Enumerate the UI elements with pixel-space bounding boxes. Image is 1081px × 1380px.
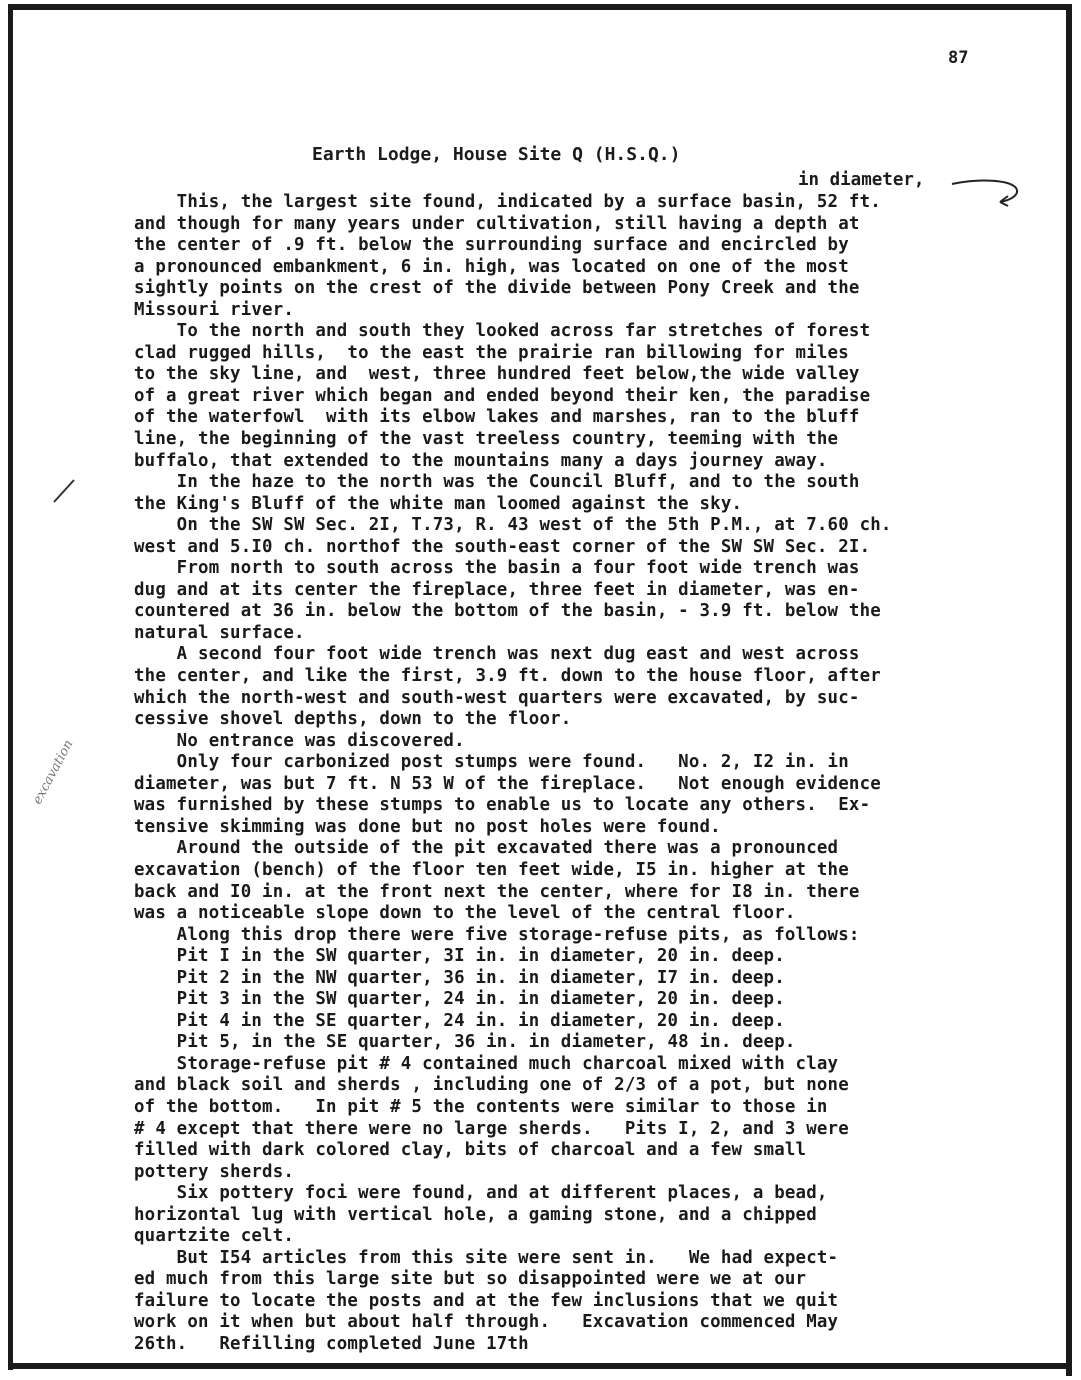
page-border-left	[8, 4, 13, 1370]
page-number: 87	[948, 48, 969, 68]
text-line: west and 5.I0 ch. northof the south-east corner of the SW SW Sec. 2I.	[134, 536, 871, 557]
text-line: excavation (bench) of the floor ten feet wide, I5 in. higher at the	[134, 859, 849, 880]
margin-note: excavation	[30, 737, 77, 808]
text-line: From north to south across the basin a four foot wide trench was	[134, 558, 860, 579]
text-line: the King's Bluff of the white man loomed against the sky.	[134, 493, 743, 514]
text-line: Pit 2 in the NW quarter, 36 in. in diameter, I7 in. deep.	[134, 967, 785, 988]
text-line: Pit 3 in the SW quarter, 24 in. in diameter, 20 in. deep.	[134, 989, 785, 1010]
text-line: pottery sherds.	[134, 1161, 295, 1182]
text-line: # 4 except that there were no large sherds. Pits I, 2, and 3 were	[134, 1118, 849, 1139]
text-line: clad rugged hills, to the east the prairie ran billowing for miles	[134, 342, 849, 363]
handwritten-insertion: in diameter,	[798, 170, 925, 190]
text-line: 26th. Refilling completed June 17th	[134, 1333, 529, 1354]
text-line: to the sky line, and west, three hundred feet below,the wide valley	[134, 364, 860, 385]
text-line: A second four foot wide trench was next dug east and west across	[134, 644, 860, 665]
text-line: which the north-west and south-west quarters were excavated, by suc-	[134, 687, 860, 708]
text-line: But I54 articles from this site were sent in. We had expect-	[134, 1247, 839, 1268]
text-line: sightly points on the crest of the divide between Pony Creek and the	[134, 278, 860, 299]
text-line: horizontal lug with vertical hole, a gaming stone, and a chipped	[134, 1204, 817, 1225]
text-line: Storage-refuse pit # 4 contained much charcoal mixed with clay	[134, 1053, 839, 1074]
text-line: quartzite celt.	[134, 1226, 295, 1247]
text-line: Only four carbonized post stumps were found. No. 2, I2 in. in	[134, 752, 849, 773]
text-line: of a great river which began and ended beyond their ken, the paradise	[134, 385, 871, 406]
text-line: work on it when but about half through. Excavation commenced May	[134, 1312, 839, 1333]
text-line: countered at 36 in. below the bottom of the basin, - 3.9 ft. below the	[134, 601, 881, 622]
margin-tick-icon	[50, 476, 80, 506]
text-line: No entrance was discovered.	[134, 730, 465, 751]
text-line: the center of .9 ft. below the surrounding surface and encircled by	[134, 235, 849, 256]
text-line: a pronounced embankment, 6 in. high, was located on one of the most	[134, 256, 849, 277]
text-line: Along this drop there were five storage-refuse pits, as follows:	[134, 924, 860, 945]
page-border-right	[1066, 4, 1072, 1376]
page-border-top	[8, 4, 1070, 10]
text-line: was a noticeable slope down to the level of the central floor.	[134, 903, 796, 924]
text-line: of the bottom. In pit # 5 the contents were similar to those in	[134, 1096, 828, 1117]
text-line: cessive shovel depths, down to the floor.	[134, 709, 572, 730]
text-line: Pit I in the SW quarter, 3I in. in diameter, 20 in. deep.	[134, 946, 785, 967]
text-line: This, the largest site found, indicated by a surface basin, 52 ft.	[134, 192, 881, 212]
text-line: was furnished by these stumps to enable us to locate any others. Ex-	[134, 795, 871, 816]
text-line: Pit 5, in the SE quarter, 36 in. in diameter, 48 in. deep.	[134, 1032, 796, 1053]
text-line: On the SW SW Sec. 2I, T.73, R. 43 west of the 5th P.M., at 7.60 ch.	[134, 515, 892, 536]
text-line: diameter, was but 7 ft. N 53 W of the fireplace. Not enough evidence	[134, 773, 881, 794]
text-line: Six pottery foci were found, and at different places, a bead,	[134, 1183, 828, 1204]
document-title: Earth Lodge, House Site Q (H.S.Q.)	[312, 144, 681, 165]
text-line: failure to locate the posts and at the few inclusions that we quit	[134, 1290, 839, 1311]
text-line: tensive skimming was done but no post holes were found.	[134, 816, 721, 837]
text-line: Missouri river.	[134, 299, 295, 320]
document-body	[134, 192, 1034, 1356]
page-border-bottom	[8, 1363, 1072, 1369]
text-line: Around the outside of the pit excavated there was a pronounced	[134, 838, 839, 859]
text-line: buffalo, that extended to the mountains many a days journey away.	[134, 450, 828, 471]
text-line: To the north and south they looked across far stretches of forest	[134, 321, 871, 342]
text-line: and black soil and sherds , including one of 2/3 of a pot, but none	[134, 1075, 849, 1096]
text-line: In the haze to the north was the Council Bluff, and to the south	[134, 472, 860, 493]
text-line: back and I0 in. at the front next the center, where for I8 in. there	[134, 881, 860, 902]
text-line: and though for many years under cultivation, still having a depth at	[134, 213, 860, 234]
text-line: dug and at its center the fireplace, three feet in diameter, was en-	[134, 579, 860, 600]
text-line: Pit 4 in the SE quarter, 24 in. in diameter, 20 in. deep.	[134, 1010, 785, 1031]
text-line: of the waterfowl with its elbow lakes and marshes, ran to the bluff	[134, 407, 860, 428]
text-line: line, the beginning of the vast treeless country, teeming with the	[134, 429, 839, 450]
text-line: filled with dark colored clay, bits of charcoal and a few small	[134, 1140, 807, 1161]
text-line: the center, and like the first, 3.9 ft. down to the house floor, after	[134, 666, 881, 687]
text-line: ed much from this large site but so disappointed were we at our	[134, 1269, 807, 1290]
text-line: natural surface.	[134, 622, 305, 643]
